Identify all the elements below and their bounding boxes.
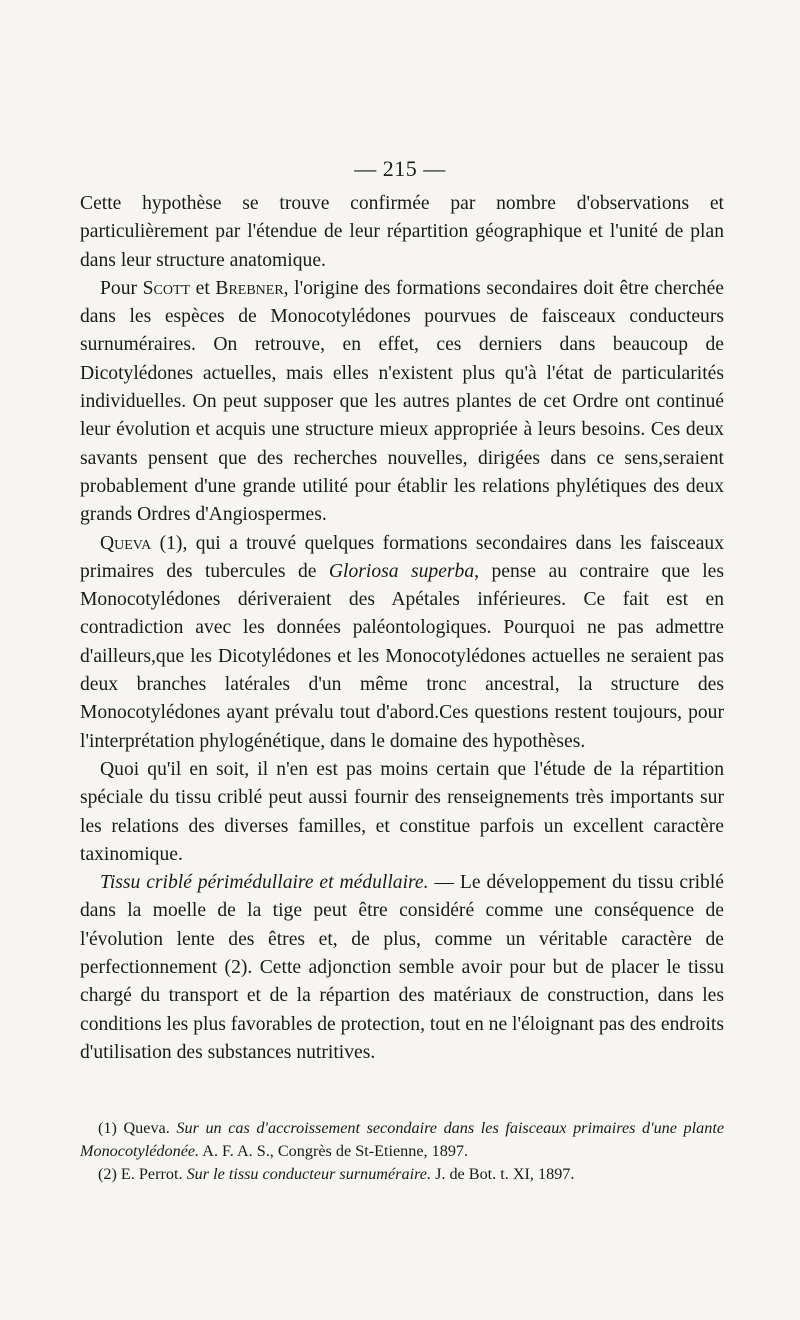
footnote-1-rest: A. F. A. S., Congrès de St-Etienne, 1897.: [199, 1142, 469, 1160]
section-heading: Tissu criblé périmédullaire et médullaire.: [100, 872, 429, 894]
paragraph-2: [80, 275, 724, 530]
footnote-2-rest: J. de Bot. t. XI, 1897.: [431, 1165, 575, 1183]
footnotes: [80, 1117, 724, 1186]
paragraph-5: [80, 869, 724, 1067]
paragraph-3-b: , pense au contraire que les Monocotylédones dériveraient des Apétales inférieures. Ce fait est en contradiction avec les données paléontologiques. Pourquoi ne pas admettre d'ailleurs,que les Dicotylédones et les Monocotylédones actuelles ne seraient pas deux branches latérales d'un même tronc ancestral, la structure des Monocotylédones ayant prévalu tout d'abord.Ces questions restent toujours, pour l'interprétation phylogénétique, dans le domaine des hypothèses.: [80, 560, 724, 752]
footnote-2-marker: (2) E. Perrot.: [98, 1165, 187, 1183]
author-name-queva: Queva: [100, 532, 152, 554]
paragraph-2-intro: Pour: [100, 277, 143, 299]
paragraph-5-body: — Le développement du tissu criblé dans la moelle de la tige peut être considéré comme une conséquence de l'évolution lente des êtres et, de plus, comme un véritable caractère de perfectionnement (2). Cette adjonction semble avoir pour but de placer le tissu chargé du transport et de la répartion des matériaux de construction, dans les conditions les plus favorables de protection, tout en ne l'éloignant pas des endroits d'utilisation des substances nutritives.: [80, 872, 724, 1063]
footnote-2-title: Sur le tissu conducteur surnuméraire.: [186, 1165, 432, 1183]
paragraph-4: Quoi qu'il en soit, il n'en est pas moins certain que l'étude de la répartition spéciale du tissu criblé peut aussi fournir des renseignements très importants sur les relations des diverses familles, et constitue parfois un excellent caractère taxinomique.: [80, 758, 724, 865]
paragraph-2-rest: , l'origine des formations secondaires doit être cherchée dans les espèces de Monocotylédones pourvues de faisceaux conducteurs surnuméraires. On retrouve, en effet, ces derniers dans beaucoup de Dicotylédones actuelles, mais elles n'existent plus qu'à l'état de particularités individuelles. On peut supposer que les autres plantes de cet Ordre ont continué leur évolution et acquis une structure mieux appropriée à leurs besoins. Ces deux savants pensent que des recherches nouvelles, dirigées dans ce sens,seraient probablement d'une grande utilité pour établir les relations phylétiques des deux grands Ordres d'Angiospermes.: [80, 277, 724, 526]
paragraph-3-a: (1), qui a trouvé quelques formations secondaires dans les faisceaux primaires des tubercules de: [80, 532, 724, 582]
page-number: — 215 —: [354, 156, 446, 181]
paragraph-3: [80, 530, 724, 756]
paragraph-2-mid: et: [190, 277, 216, 299]
author-name-brebner: Brebner: [215, 277, 284, 299]
paragraph-1: Cette hypothèse se trouve confirmée par nombre d'observations et particulièrement par l'étendue de leur répartition géographique et l'unité de plan dans leur structure anatomique.: [80, 193, 724, 271]
footnote-1: [80, 1117, 724, 1163]
footnote-2: [80, 1163, 724, 1186]
footnote-1-marker: (1) Queva.: [98, 1119, 177, 1137]
footnote-1-title: Sur un cas d'accroissement secondaire dans les faisceaux primaires d'une plante Monocotylédonée.: [80, 1119, 725, 1160]
species-name: Gloriosa superba: [328, 560, 475, 582]
author-name-scott: Scott: [142, 277, 191, 299]
main-text: [80, 190, 724, 1067]
